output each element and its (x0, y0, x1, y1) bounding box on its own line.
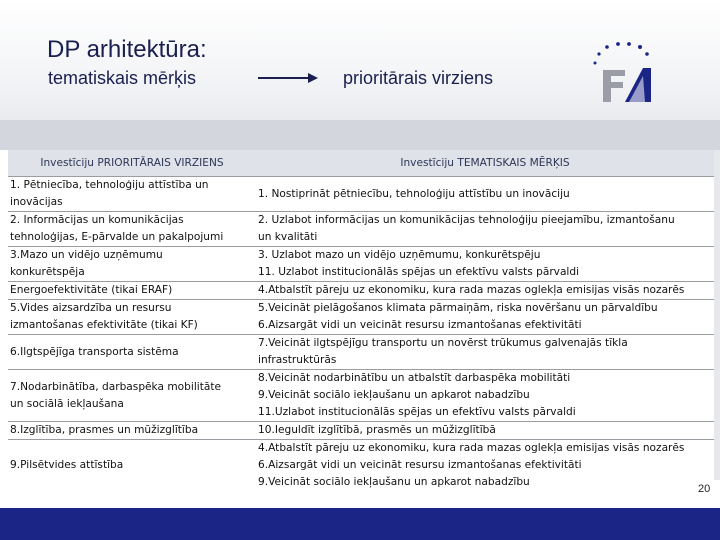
cell-line: un kvalitāti (258, 231, 318, 243)
cell-line: 3.Mazo un vidējo uzņēmumu (10, 249, 163, 261)
table-row (8, 370, 714, 422)
priority-cell (8, 247, 256, 282)
cell-line: 3. Uzlabot mazo un vidējo uzņēmumu, konkurētspēju (258, 249, 541, 261)
cell-line: 7.Nodarbinātība, darbaspēka mobilitāte (10, 380, 222, 393)
cell-line: 5.Veicināt pielāgošanos klimata pārmaiņām, riska novēršanu un pārvaldību (258, 302, 658, 314)
cell-line: 1. Nostiprināt pētniecību, tehnoloģiju attīstību un inovāciju (258, 187, 570, 200)
priority-cell (8, 282, 256, 300)
thematic-cell (256, 212, 714, 247)
cell-line: 6.Aizsargāt vidi un veicināt resursu izmantošanas efektivitāti (258, 319, 582, 331)
slide-title: DP arhitektūra: (47, 36, 207, 63)
cell-line: 6.Aizsargāt vidi un veicināt resursu izmantošanas efektivitāti (258, 459, 582, 471)
thematic-cell (256, 282, 714, 300)
thematic-cell (256, 440, 714, 492)
architecture-table (8, 150, 714, 491)
priority-cell (8, 177, 256, 212)
cell-line: 11.Uzlabot institucionālās spējas un efektīvu valsts pārvaldi (258, 406, 576, 418)
thematic-cell (256, 177, 714, 212)
priority-cell (8, 212, 256, 247)
priority-cell (8, 370, 256, 422)
right-arrow-icon (258, 70, 318, 86)
col-header-priority: Investīciju PRIORITĀRAIS VIRZIENS (8, 150, 256, 177)
eu-funds-logo-icon (585, 38, 665, 110)
table-row (8, 177, 714, 212)
cell-line: izmantošanas efektivitāte (tikai KF) (10, 319, 198, 331)
cell-line: infrastruktūrās (258, 354, 337, 366)
table-row (8, 440, 714, 492)
cell-line: 5.Vides aizsardzība un resursu (10, 302, 172, 314)
thematic-cell (256, 300, 714, 335)
cell-line: 2. Informācijas un komunikācijas (10, 214, 184, 226)
thematic-cell (256, 335, 714, 370)
page-number: 20 (698, 483, 711, 495)
cell-line: 9.Pilsētvides attīstība (10, 459, 124, 471)
cell-line: 6.Ilgtspējīga transporta sistēma (10, 345, 179, 358)
cell-line: 11. Uzlabot institucionālās spējas un efektīvu valsts pārvaldi (258, 266, 580, 278)
cell-line: 8.Veicināt nodarbinātību un atbalstīt darbaspēka mobilitāti (258, 372, 571, 384)
cell-line: 1. Pētniecība, tehnoloģiju attīstība un (10, 179, 209, 191)
left-subtitle: tematiskais mērķis (48, 68, 197, 88)
priority-cell (8, 300, 256, 335)
priority-cell (8, 422, 256, 440)
cell-line: tehnoloģijas, E-pārvalde un pakalpojumi (10, 231, 224, 243)
priority-cell (8, 440, 256, 492)
cell-line: 9.Veicināt sociālo iekļaušanu un apkarot nabadzību (258, 389, 530, 401)
cell-line: 7.Veicināt ilgtspējīgu transportu un novērst trūkumus galvenajās tīkla (258, 337, 628, 349)
cell-line: 2. Uzlabot informācijas un komunikācijas tehnoloģiju pieejamību, izmantošanu (258, 214, 675, 226)
table-row (8, 300, 714, 335)
table-row (8, 335, 714, 370)
right-subtitle: prioritārais virziens (343, 68, 494, 88)
table-row (8, 212, 714, 247)
cell-line: 4.Atbalstīt pāreju uz ekonomiku, kura rada mazas oglekļa emisijas visās nozarēs (258, 442, 685, 454)
cell-line: un sociālā iekļaušana (10, 397, 124, 410)
table-body (8, 177, 714, 492)
thematic-cell (256, 370, 714, 422)
cell-line: Energoefektivitāte (tikai ERAF) (10, 284, 173, 296)
cell-line: 10.Ieguldīt izglītībā, prasmēs un mūžizglītībā (258, 424, 496, 436)
cell-line: 4.Atbalstīt pāreju uz ekonomiku, kura rada mazas oglekļa emisijas visās nozarēs (258, 284, 685, 296)
priority-cell (8, 335, 256, 370)
table-row (8, 422, 714, 440)
cell-line: 8.Izglītība, prasmes un mūžizglītība (10, 424, 199, 436)
cell-line: 9.Veicināt sociālo iekļaušanu un apkarot nabadzību (258, 476, 530, 488)
table-row (8, 247, 714, 282)
footer-bar (0, 508, 720, 540)
table-row (8, 282, 714, 300)
thematic-cell (256, 247, 714, 282)
cell-line: inovācijas (10, 196, 63, 208)
header-band (0, 120, 720, 150)
col-header-thematic: Investīciju TEMATISKAIS MĒRĶIS (256, 150, 714, 177)
thematic-cell (256, 422, 714, 440)
cell-line: konkurētspēja (10, 266, 85, 278)
